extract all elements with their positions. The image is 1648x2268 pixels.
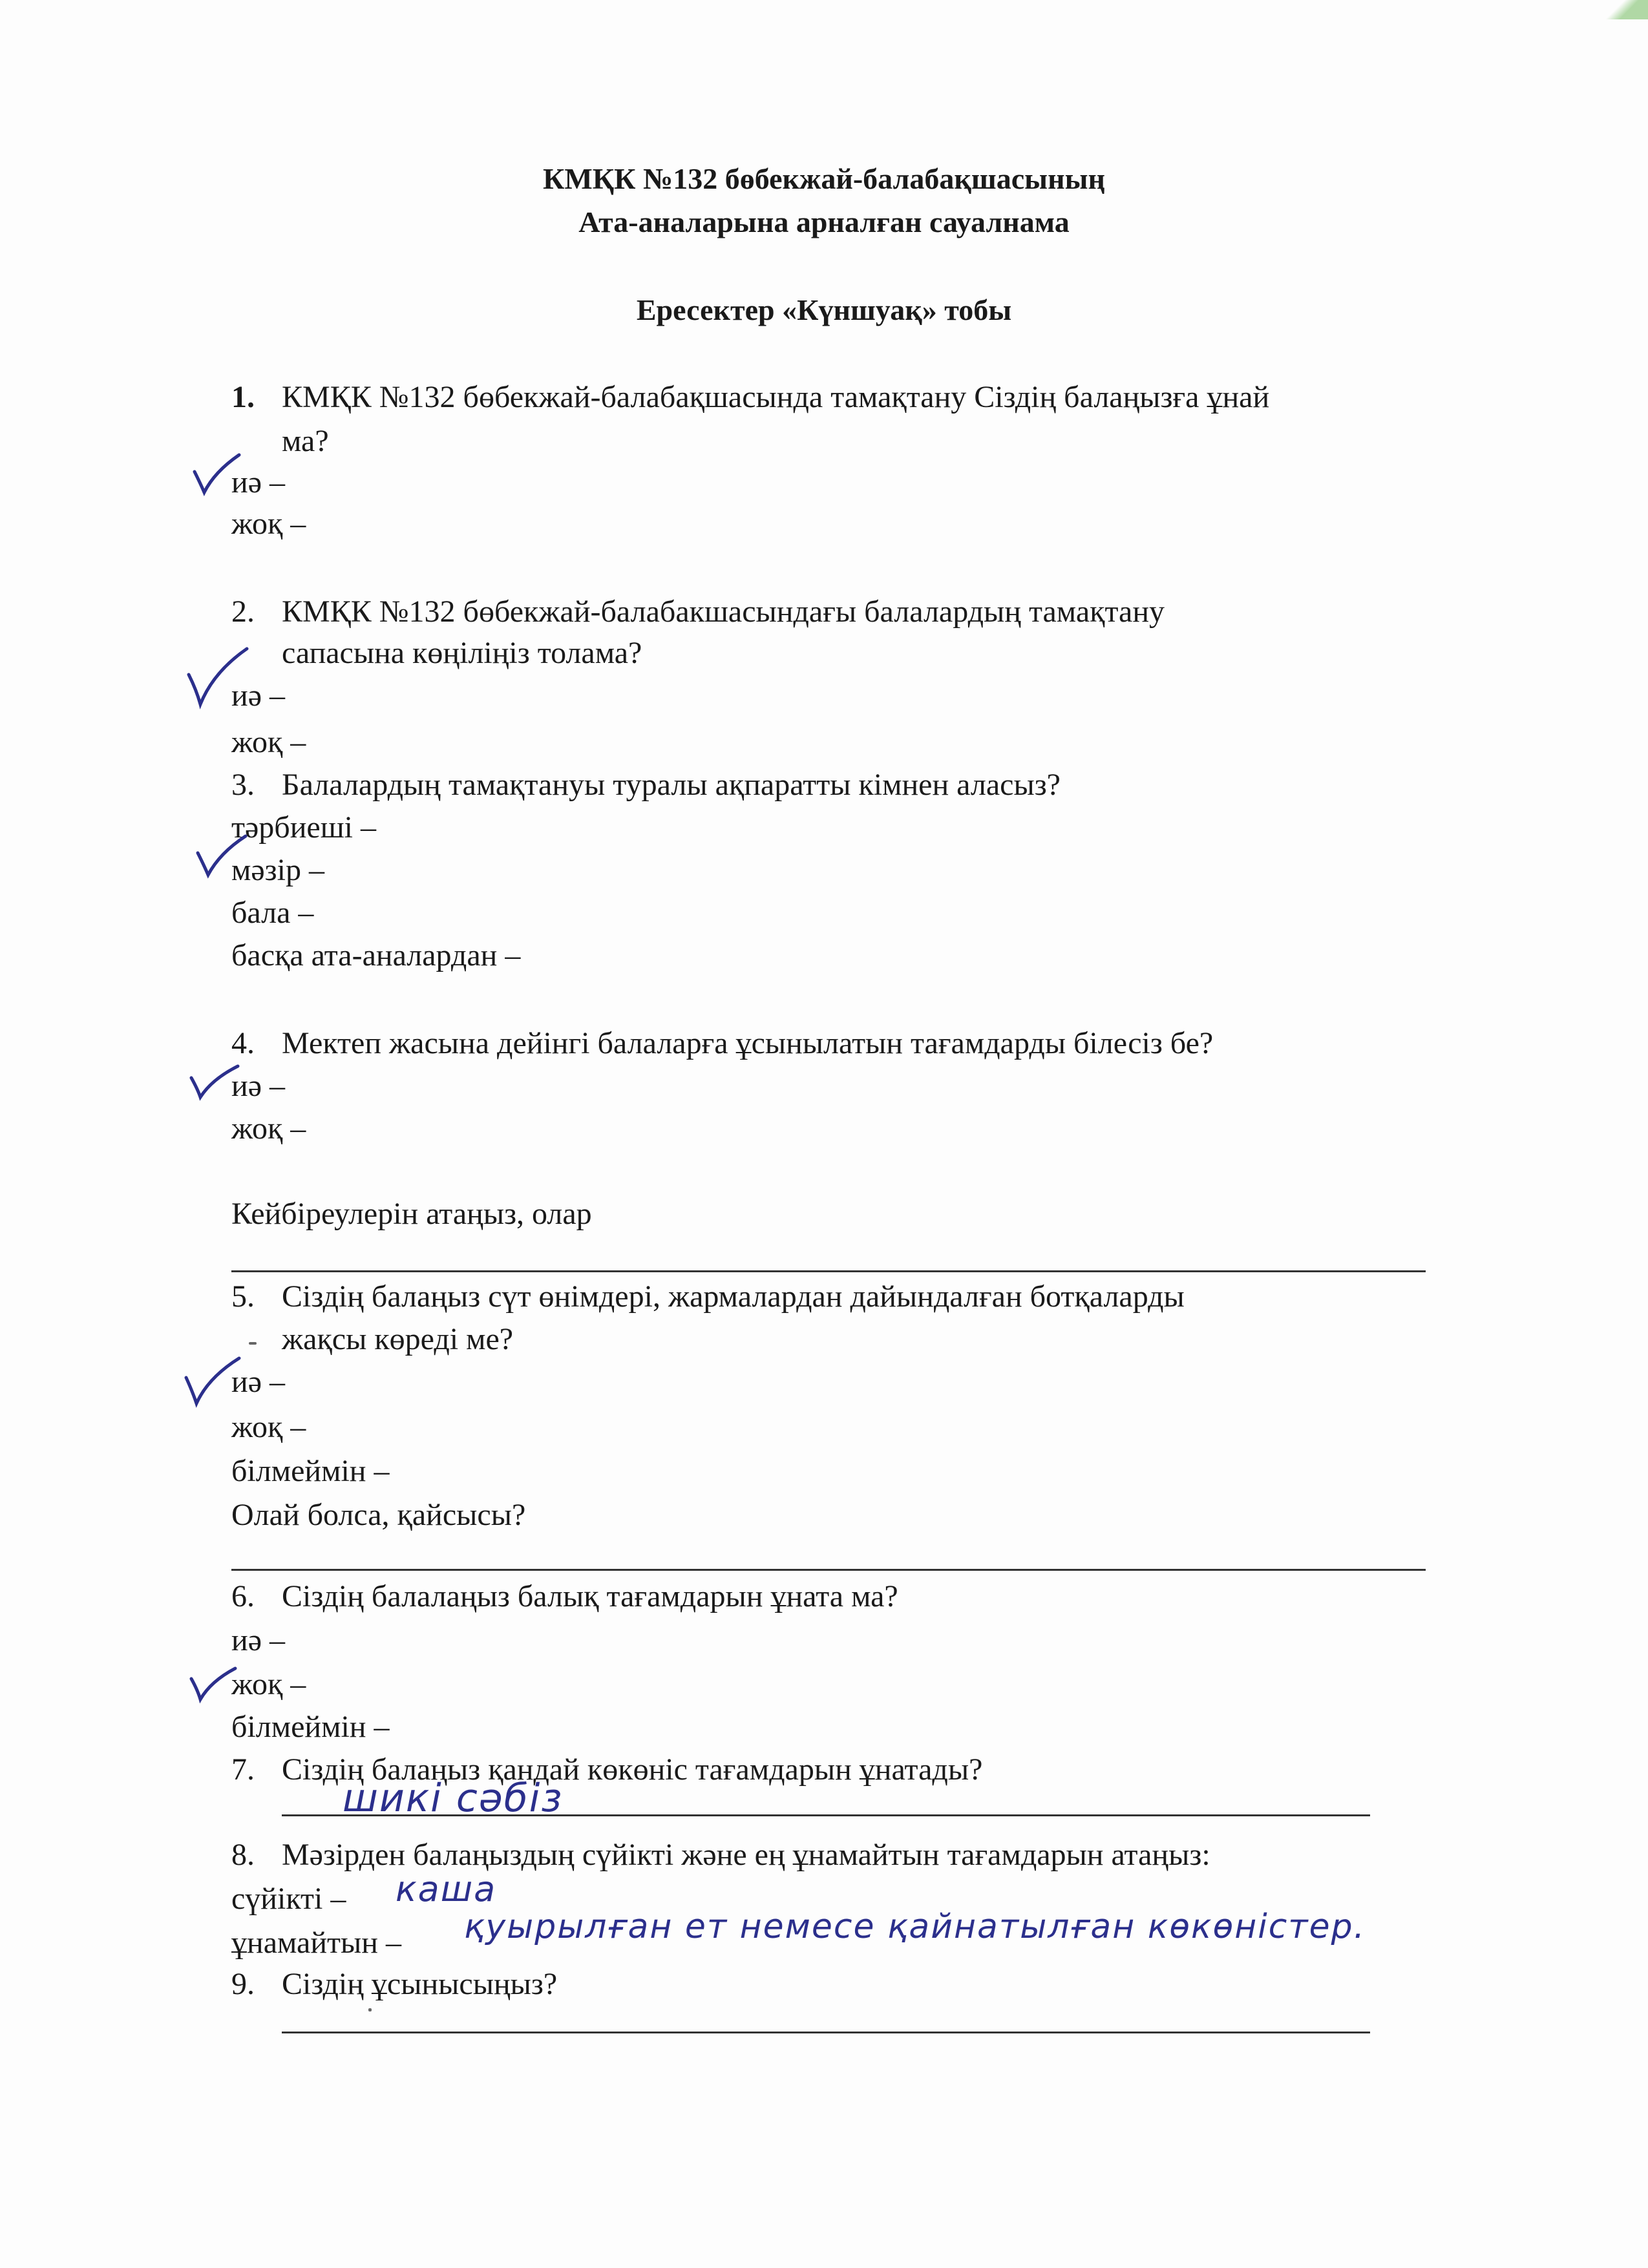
q6-option-yes[interactable]: иә – [231, 1623, 285, 1657]
q6-option-dontknow[interactable]: білмеймін – [231, 1710, 390, 1744]
checkmark-icon [187, 1064, 240, 1100]
q4-answer-line[interactable] [231, 1270, 1426, 1272]
q5-option-dontknow[interactable]: білмеймін – [231, 1454, 390, 1488]
q4-option-yes[interactable]: иә – [231, 1069, 285, 1103]
title-line-1: КМҚК №132 бөбекжай-балабақшасының [542, 162, 1105, 195]
q5-text: 5. Сіздің балаңыз сүт өнімдері, жармалардан дайындалған ботқаларды [231, 1279, 1185, 1314]
q6-text: 6. Сіздің балалаңыз балық тағамдарын ұната ма? [231, 1579, 898, 1613]
checkmark-icon [191, 452, 243, 498]
group-title: Ересектер «Күншуақ» тобы [636, 293, 1012, 326]
title-line-2: Ата-аналарына арналған сауалнама [578, 205, 1070, 238]
q7-answer-line[interactable] [282, 1814, 1370, 1816]
q3-option-child[interactable]: бала – [231, 896, 314, 930]
q2-option-yes[interactable]: иә – [231, 678, 285, 713]
q3-option-parents[interactable]: басқа ата-аналардан – [231, 938, 521, 972]
q8-text: 8. Мәзірден балаңыздың сүйікті және ең ұнамайтын тағамдарын атаңыз: [231, 1838, 1210, 1872]
checkmark-icon [194, 834, 248, 879]
q4-followup: Кейбіреулерін атаңыз, олар [231, 1197, 592, 1231]
checkmark-icon [187, 1666, 238, 1702]
q4-option-no[interactable]: жоқ – [231, 1111, 306, 1146]
q2-option-no[interactable]: жоқ – [231, 725, 306, 759]
q2-text-cont: сапасына көңіліңіз толама? [282, 636, 642, 670]
q8-favorite-label: сүйікті – [231, 1882, 346, 1916]
q5-followup: Олай болса, қайсысы? [231, 1498, 526, 1532]
q7-handwritten-answer[interactable]: шикі сәбіз [343, 1776, 564, 1821]
q3-option-menu[interactable]: мәзір – [231, 853, 324, 887]
q3-option-teacher[interactable]: тәрбиеші – [231, 810, 376, 845]
q5-answer-line[interactable] [231, 1569, 1426, 1571]
q1-option-no[interactable]: жоқ – [231, 507, 306, 541]
q7-text: 7. Сіздің балаңыз қандай көкөніс тағамдарын ұнатады? [231, 1752, 983, 1787]
q6-option-no[interactable]: жоқ – [231, 1667, 306, 1701]
q8-dislike-answer[interactable]: қуырылған ет немесе қайнатылған көкөністер. [464, 1907, 1366, 1946]
q8-favorite-answer[interactable]: каша [396, 1869, 497, 1909]
stray-dot [368, 2008, 372, 2011]
q1-text-cont: ма? [282, 424, 329, 458]
q5-option-no[interactable]: жоқ – [231, 1410, 306, 1444]
corner-mark [1596, 0, 1648, 19]
q5-option-yes[interactable]: иә – [231, 1365, 285, 1399]
q4-text: 4. Мектеп жасына дейінгі балаларға ұсынылатын тағамдарды білесіз бе? [231, 1026, 1214, 1060]
q2-text: 2. КМҚК №132 бөбекжай-балабакшасындағы балалардың тамақтану [231, 594, 1165, 629]
q9-text: 9. Сіздің ұсынысыңыз? [231, 1967, 558, 2001]
checkmark-icon [185, 646, 249, 708]
q1-text: 1. КМҚК №132 бөбекжай-балабақшасында тамақтану Сіздің балаңызға ұнай [231, 380, 1270, 414]
q3-text: 3. Балалардың тамақтануы туралы ақпаратты кімнен аласыз? [231, 768, 1061, 802]
checkmark-icon [182, 1356, 242, 1407]
q1-option-yes[interactable]: иә – [231, 465, 285, 499]
q8-dislike-label: ұнамайтын – [231, 1926, 401, 1960]
q9-answer-line[interactable] [282, 2032, 1370, 2033]
stray-mark [249, 1342, 257, 1345]
q5-text-cont: жақсы көреді ме? [282, 1322, 514, 1356]
